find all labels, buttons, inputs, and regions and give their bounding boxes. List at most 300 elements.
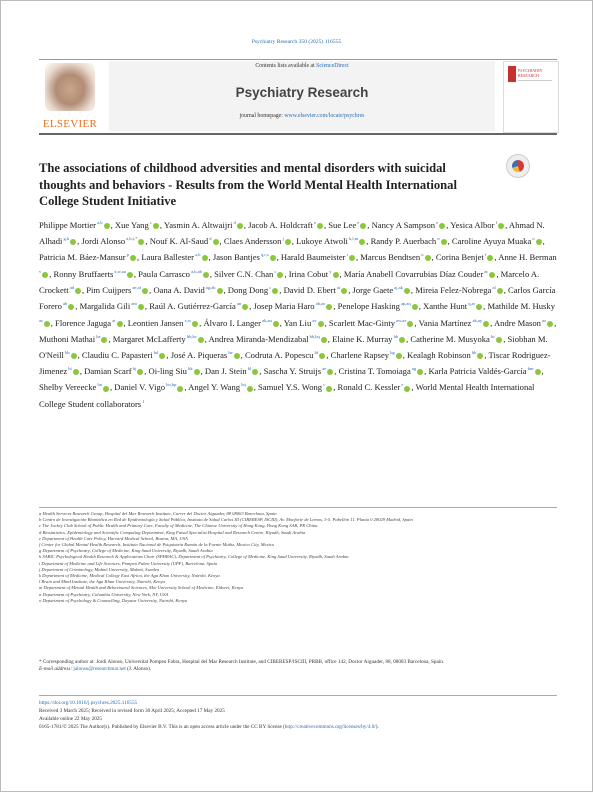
correspondence-note xyxy=(39,659,557,673)
author-affiliation-marks[interactable]: av xyxy=(311,318,317,324)
author-name[interactable]: Carlos García Forero xyxy=(39,285,556,312)
author-entry: Harald Baumeister $^t$ , xyxy=(280,251,361,262)
license-line xyxy=(39,723,557,731)
orcid-icon[interactable] xyxy=(138,239,144,245)
orcid-icon[interactable] xyxy=(319,353,325,359)
author-name[interactable]: Kealagh Robinson xyxy=(407,350,471,361)
orcid-icon[interactable] xyxy=(103,386,109,392)
author-name[interactable]: José A. Piqueras xyxy=(170,350,228,361)
author-name[interactable]: Caroline Ayuya Muaka xyxy=(451,235,532,246)
orcid-icon[interactable] xyxy=(496,337,502,343)
orcid-icon[interactable] xyxy=(439,223,445,229)
orcid-icon[interactable] xyxy=(177,386,183,392)
author-affiliation-marks[interactable]: an xyxy=(235,301,242,307)
author-name[interactable]: Philippe Mortier xyxy=(39,219,97,230)
author-entry: Randy P. Auerbach $^n$ , xyxy=(370,235,452,246)
author-name[interactable]: Vania Martínez xyxy=(418,318,472,329)
author-entry: Shelby Vereecke $^{bn}$ , xyxy=(39,382,115,393)
orcid-icon[interactable] xyxy=(489,272,495,278)
author-affiliation-marks[interactable]: u xyxy=(420,252,424,258)
orcid-icon[interactable] xyxy=(317,223,323,229)
author-entry: Jason Bantjes $^{q,r,s}$ , xyxy=(212,251,281,262)
orcid-icon[interactable] xyxy=(487,255,493,261)
orcid-icon[interactable] xyxy=(417,369,423,375)
orcid-icon[interactable] xyxy=(285,239,291,245)
author-entry: Margalida Gili $^{am}$ , xyxy=(79,301,150,312)
author-name[interactable]: Penelope Hasking xyxy=(337,301,400,312)
orcid-icon[interactable] xyxy=(399,337,405,343)
author-affiliation-marks[interactable]: f xyxy=(483,252,487,258)
orcid-icon[interactable] xyxy=(203,272,209,278)
author-name[interactable]: Daniel V. Vigo xyxy=(114,382,166,393)
author-affiliation-marks[interactable]: aj,ak xyxy=(393,285,403,291)
affiliation-item: c The Jockey Club School of Public Health and Primary Care, Faculty of Medicine, The Chinese University of Hong Kong, Hong Kong SAR, PR China xyxy=(39,523,318,529)
orcid-icon[interactable] xyxy=(71,353,77,359)
author-name[interactable]: Corina Benjet xyxy=(435,251,484,262)
author-entry: Florence Jaguga $^{at}$ , xyxy=(55,318,128,329)
author-entry: Elaine K. Murray $^{bb}$ , xyxy=(332,334,411,345)
author-name[interactable]: Ronny Bruffaerts xyxy=(53,269,114,280)
author-name[interactable]: Scarlett Mac-Ginty xyxy=(328,318,396,329)
author-name[interactable]: Claudiu C. Papasteri xyxy=(81,350,153,361)
orcid-icon[interactable] xyxy=(396,353,402,359)
author-affiliation-marks[interactable]: e xyxy=(435,220,439,225)
author-name[interactable]: Yesica Albor xyxy=(450,219,495,230)
author-affiliation-marks[interactable]: q,ar xyxy=(467,301,476,307)
orcid-icon[interactable] xyxy=(75,288,81,294)
orcid-icon[interactable] xyxy=(142,288,148,294)
orcid-icon[interactable] xyxy=(359,239,365,245)
orcid-icon[interactable] xyxy=(101,337,107,343)
author-name[interactable]: Andrea Miranda-Mendizabal xyxy=(208,334,309,345)
author-name[interactable]: Jorge Gaete xyxy=(352,285,394,296)
orcid-icon[interactable] xyxy=(547,321,553,327)
affiliation-item: h SABIC Psychological Health Research & Applications Chair (SPHRAC), Department of Psychiatry, College of Medicine, King Saud University, Riyadh, Saudi Arabia xyxy=(39,554,349,560)
author-entry: Josep Maria Haro $^{ab,ao}$ , xyxy=(253,301,338,312)
author-name[interactable]: Randy P. Auerbach xyxy=(370,235,437,246)
author-name[interactable]: María Anabell Covarrubias Díaz Couder xyxy=(343,269,484,280)
author-name[interactable]: Tiscar Rodriguez-Jimenez xyxy=(39,350,551,377)
author-name[interactable]: Lukoye Atwoli xyxy=(296,235,348,246)
author-name[interactable]: Xue Yang xyxy=(114,219,149,230)
journal-citation-link[interactable]: Psychiatry Research 350 (2025) 116555 xyxy=(251,39,342,45)
author-affiliation-marks[interactable]: c xyxy=(148,220,152,225)
orcid-icon[interactable] xyxy=(535,369,541,375)
author-name[interactable]: Jordi Alonso xyxy=(81,235,126,246)
email-link[interactable]: jalonso@researchmar.net xyxy=(73,666,126,673)
author-entry: Ronald C. Kessler $^e$ , xyxy=(337,382,416,393)
orcid-icon[interactable] xyxy=(270,255,276,261)
orcid-icon[interactable] xyxy=(327,369,333,375)
cover-rule xyxy=(518,80,552,81)
author-name[interactable]: Jacob A. Holdcraft xyxy=(248,219,313,230)
author-name[interactable]: Claes Andersson xyxy=(223,235,282,246)
author-affiliation-marks[interactable]: bd xyxy=(152,350,159,356)
author-affiliation-marks[interactable]: am xyxy=(130,301,137,307)
affiliation-list xyxy=(39,511,557,604)
author-name[interactable]: Damian Scarf xyxy=(84,366,132,377)
author-affiliation-marks[interactable]: be xyxy=(227,350,233,356)
homepage-line xyxy=(109,113,495,119)
orcid-icon[interactable] xyxy=(425,255,431,261)
orcid-icon[interactable] xyxy=(137,369,143,375)
affiliation-item: l Brain and Mind Institute, the Aga Khan University, Nairobi, Kenya xyxy=(39,579,165,585)
author-name[interactable]: Siobhan M. O'Neill xyxy=(39,334,548,361)
author-name[interactable]: Andre Mason xyxy=(493,318,541,329)
author-name[interactable]: Silver C.N. Chan xyxy=(214,269,274,280)
cover-band xyxy=(508,66,516,82)
orcid-icon[interactable] xyxy=(237,223,243,229)
author-entry: Sue Lee $^e$ , xyxy=(328,219,372,230)
author-name[interactable]: Dong Dong xyxy=(227,285,269,296)
author-name[interactable]: Samuel Y.S. Wong xyxy=(258,382,323,393)
author-affiliation-marks[interactable]: k,l,m xyxy=(347,236,359,242)
author-affiliation-marks[interactable]: f xyxy=(494,220,498,225)
author-entry: Andrea Miranda-Mendizabal $^{bb,bq}$ , xyxy=(208,334,333,345)
author-entry: Samuel Y.S. Wong $^c$ , xyxy=(258,382,338,393)
author-name[interactable]: Charlene Rapsey xyxy=(330,350,390,361)
author-entry: Marcelo A. Crockett $^{ad}$ , xyxy=(39,269,540,296)
elsevier-tree-icon xyxy=(45,63,95,111)
author-affiliation-marks[interactable]: ag,ah xyxy=(204,285,216,291)
author-name[interactable]: Mathilde M. Husky xyxy=(487,301,555,312)
author-entry: Dan J. Stein $^{bl}$ , xyxy=(204,366,264,377)
author-affiliation-marks[interactable]: bg xyxy=(389,350,395,356)
author-affiliation-marks[interactable]: bl xyxy=(246,366,252,372)
author-affiliation-marks[interactable]: e xyxy=(400,382,404,388)
homepage-link[interactable]: www.elsevier.com/locate/psychres xyxy=(284,113,365,119)
author-name[interactable]: Elaine K. Murray xyxy=(332,334,393,345)
orcid-icon[interactable] xyxy=(404,386,410,392)
author-entry: Muthoni Mathai $^{ba}$ , xyxy=(39,334,113,345)
orcid-icon[interactable] xyxy=(326,304,332,310)
author-name[interactable]: Ronald C. Kessler xyxy=(337,382,401,393)
author-affiliation-marks[interactable]: a,b xyxy=(96,220,103,225)
orcid-icon[interactable] xyxy=(407,321,413,327)
author-entry: Margaret McLafferty $^{bb,bc}$ , xyxy=(112,334,209,345)
orcid-icon[interactable] xyxy=(341,288,347,294)
author-affiliation-marks[interactable]: ae xyxy=(321,366,327,372)
author-name[interactable]: Codruta A. Popescu xyxy=(244,350,314,361)
author-entry: David D. Ebert $^{ai}$ , xyxy=(283,285,353,296)
author-name[interactable]: Xanthe Hunt xyxy=(422,301,468,312)
author-name[interactable]: Cristina T. Tomoiaga xyxy=(338,366,411,377)
author-affiliation-marks[interactable]: g,h xyxy=(62,236,70,242)
contents-label: Contents lists available at xyxy=(255,63,317,69)
author-affiliation-marks[interactable]: q,r,s xyxy=(259,252,269,258)
orcid-icon[interactable] xyxy=(198,337,204,343)
author-affiliation-marks[interactable]: bn xyxy=(96,382,102,388)
author-affiliation-marks[interactable]: ad xyxy=(68,285,74,291)
author-entry: Claes Andersson $^j$ , xyxy=(223,235,297,246)
author-affiliation-marks[interactable]: e xyxy=(356,220,360,225)
online-date: Available online 22 May 2025 xyxy=(39,716,103,722)
orcid-icon[interactable] xyxy=(349,255,355,261)
affiliation-item: n Department of Psychiatry, Columbia University, New York, NY, USA xyxy=(39,591,169,597)
article-title: The associations of childhood adversities and mental disorders with suicidal thoughts and behaviors - Results from the World Mental Health International College Student Initiative xyxy=(39,161,457,209)
affiliation-item: a Health Services Research Group, Hospital del Mar Research Institute, Carrer del Doctor Aiguader, 88 08003 Barcelona, Spain xyxy=(39,511,277,516)
author-entry: Pim Cuijpers $^{ae,af}$ , xyxy=(86,285,154,296)
author-entry: Siobhan M. O'Neill $^{bb}$ , xyxy=(39,334,548,361)
author-affiliation-marks[interactable]: j xyxy=(281,236,284,242)
author-entry: Charlene Rapsey $^{bg}$ , xyxy=(330,350,408,361)
orcid-icon[interactable] xyxy=(202,255,208,261)
author-name[interactable]: Margalida Gili xyxy=(79,301,131,312)
email-label: E-mail address: xyxy=(39,666,74,673)
author-name[interactable]: World Mental Health International College Student collaborators xyxy=(39,382,535,409)
orcid-icon[interactable] xyxy=(192,321,198,327)
author-entry: Anne H. Berman $^v$ , xyxy=(39,251,557,280)
check-for-updates-icon[interactable] xyxy=(506,154,530,178)
author-name[interactable]: Shelby Vereecke xyxy=(39,382,97,393)
author-affiliation-marks[interactable]: a,b,ab xyxy=(189,269,202,275)
author-entry: Leontien Jansen $^{x,w}$ , xyxy=(127,318,204,329)
author-entry: Yasmin A. Altwaijri $^d$ , xyxy=(163,219,249,230)
orcid-icon[interactable] xyxy=(68,304,74,310)
orcid-icon[interactable] xyxy=(242,304,248,310)
author-affiliation-marks[interactable]: at xyxy=(111,318,116,324)
author-name[interactable]: Harald Baumeister xyxy=(280,251,346,262)
author-entry: Nouf K. Al-Saud $^d$ , xyxy=(149,235,224,246)
author-affiliation-marks[interactable]: ab,ao xyxy=(314,301,326,307)
author-entry: Andre Mason $^{az}$ , xyxy=(493,318,557,329)
author-affiliation-marks[interactable]: bf xyxy=(313,350,319,356)
author-name[interactable]: Yan Liu xyxy=(283,318,312,329)
orcid-icon[interactable] xyxy=(318,321,324,327)
orcid-icon[interactable] xyxy=(360,223,366,229)
author-entry: Oi-ling Siu $^{bk}$ , xyxy=(148,366,205,377)
author-name[interactable]: Paula Carrasco xyxy=(138,269,190,280)
author-entry: Angel Y. Wang $^{bq}$ , xyxy=(188,382,258,393)
author-name[interactable]: Pim Cuijpers xyxy=(86,285,132,296)
author-affiliation-marks[interactable]: x,w,aa xyxy=(113,269,126,275)
author-affiliation-marks[interactable]: bk xyxy=(186,366,193,372)
author-name[interactable]: Muthoni Mathai xyxy=(39,334,96,345)
author-name[interactable]: Sue Lee xyxy=(328,219,357,230)
author-name[interactable]: Nancy A Sampson xyxy=(371,219,436,230)
author-name[interactable]: Yasmin A. Altwaijri xyxy=(163,219,233,230)
author-name[interactable]: Leontien Jansen xyxy=(127,318,184,329)
orcid-icon[interactable] xyxy=(70,239,76,245)
author-entry: Carlos García Forero $^{ab}$ , xyxy=(39,285,556,312)
author-affiliation-marks[interactable]: az xyxy=(540,318,547,324)
author-name[interactable]: Sascha Y. Struijs xyxy=(263,366,322,377)
author-entry: Xanthe Hunt $^{q,ar}$ , xyxy=(422,301,488,312)
author-affiliation-marks[interactable]: x,w xyxy=(183,318,192,324)
author-name[interactable]: Mireia Felez-Nobrega xyxy=(415,285,492,296)
orcid-icon[interactable] xyxy=(117,321,123,327)
author-name[interactable]: Ahmad N. Alhadi xyxy=(39,219,545,246)
license-link[interactable]: http://creativecommons.org/licenses/by/4.0/ xyxy=(284,724,376,730)
author-entry: Raúl A. Gutiérrez-García $^{an}$ , xyxy=(149,301,254,312)
orcid-icon[interactable] xyxy=(44,321,50,327)
author-affiliation-marks[interactable]: bi xyxy=(67,366,72,372)
homepage-label: journal homepage: xyxy=(239,113,285,119)
author-affiliation-marks[interactable]: ak,ay xyxy=(471,318,483,324)
author-affiliation-marks[interactable]: c xyxy=(273,269,277,275)
author-affiliation-marks[interactable]: bc xyxy=(489,334,496,340)
orcid-icon[interactable] xyxy=(153,223,159,229)
author-affiliation-marks[interactable]: ag xyxy=(410,366,417,372)
author-name[interactable]: Irina Cobut xyxy=(288,269,329,280)
author-affiliation-marks[interactable]: bh xyxy=(470,350,477,356)
author-affiliation-marks[interactable]: ap,aq xyxy=(399,301,411,307)
corresponding-text: Jordi Alonso, Universitat Pompeu Fabra, Hospital del Mar Research Institute, and CIBERESP/ISCIII, PRBB, office 142, Doctor Aiguader, 88, 08003 Barcelona, Spain. xyxy=(96,659,445,665)
orcid-icon[interactable] xyxy=(498,223,504,229)
author-affiliation-marks[interactable]: t xyxy=(345,252,348,258)
orcid-icon[interactable] xyxy=(217,288,223,294)
author-name[interactable]: Karla Patricia Valdés-García xyxy=(428,366,527,377)
author-affiliation-marks[interactable]: v xyxy=(39,269,42,275)
orcid-icon[interactable] xyxy=(326,386,332,392)
author-affiliation-marks[interactable]: a,b,i,* xyxy=(125,236,138,242)
orcid-icon[interactable] xyxy=(412,304,418,310)
author-entry: Mathilde M. Husky $^{as}$ , xyxy=(39,301,555,329)
author-affiliation-marks[interactable]: d xyxy=(208,236,212,242)
author-entry: Oana A. David $^{ag,ah}$ , xyxy=(153,285,228,296)
author-name[interactable]: Catherine M. Musyoka xyxy=(410,334,490,345)
author-name[interactable]: Dan J. Stein xyxy=(204,366,247,377)
author-affiliation-marks[interactable]: a,b xyxy=(194,252,201,258)
received-dates: Received 3 March 2025; Received in revised form 30 April 2025; Accepted 17 May 2025 xyxy=(39,708,225,714)
affiliation-item: f Center for Global Mental Health Research, Instituto Nacional de Psiquiatría Ramón de la Fuente Muñiz, Mexico City, Mexico xyxy=(39,542,275,548)
author-affiliation-marks[interactable]: bb xyxy=(63,350,70,356)
author-affiliation-marks[interactable]: ai xyxy=(335,285,341,291)
orcid-icon[interactable] xyxy=(138,304,144,310)
affiliation-item: g Department of Psychiatry, College of Medicine, King Saud University, Riyadh, Saudi Arabia xyxy=(39,548,213,554)
journal-cover-thumbnail[interactable] xyxy=(503,61,559,133)
author-name[interactable]: Florence Jaguga xyxy=(55,318,112,329)
author-name[interactable]: Patricia M. Báez-Mansur xyxy=(39,251,126,262)
elsevier-logo[interactable] xyxy=(39,61,101,131)
author-affiliation-marks[interactable]: bb xyxy=(392,334,399,340)
orcid-icon[interactable] xyxy=(194,369,200,375)
author-affiliation-marks[interactable]: ak,au xyxy=(260,318,272,324)
sciencedirect-link[interactable]: ScienceDirect xyxy=(316,63,349,69)
author-entry: Catherine M. Musyoka $^{bc}$ , xyxy=(410,334,508,345)
author-affiliation-marks[interactable]: c xyxy=(322,382,326,388)
author-affiliation-marks[interactable]: bq xyxy=(240,382,246,388)
author-affiliation-marks[interactable]: bb,bq xyxy=(308,334,320,340)
author-affiliation-marks[interactable]: as xyxy=(39,318,43,324)
author-name[interactable]: Oi-ling Siu xyxy=(148,366,187,377)
affiliation-item: m Department of Mental Health and Behavioural Sciences, Moi University School of Medicine, Eldoret, Kenya xyxy=(39,585,244,591)
author-name[interactable]: Marcelo A. Crockett xyxy=(39,269,540,296)
affiliation-item: d Biostatistics, Epidemiology and Scientific Computing Department, King Faisal Specialist Hospital and Research Centre, Riyadh, Saudi Arabia xyxy=(39,529,306,535)
author-affiliation-marks[interactable]: ae,af xyxy=(131,285,142,291)
orcid-icon[interactable] xyxy=(333,272,339,278)
author-entry: Silver C.N. Chan $^c$ , xyxy=(214,269,289,280)
author-affiliation-marks[interactable]: y xyxy=(328,269,332,275)
orcid-icon[interactable] xyxy=(483,321,489,327)
author-name[interactable]: Jason Bantjes xyxy=(212,251,260,262)
author-entry: Lukoye Atwoli $^{k,l,m}$ , xyxy=(296,235,371,246)
author-name[interactable]: Laura Ballester xyxy=(141,251,195,262)
author-name[interactable]: Raúl A. Gutiérrez-García xyxy=(149,301,236,312)
affiliation-item: k Department of Medicine, Medical College East Africa, the Aga Khan University, Nairobi, Kenya xyxy=(39,573,220,579)
author-affiliation-marks[interactable]: n xyxy=(436,236,440,242)
license-end: ). xyxy=(375,724,379,730)
author-affiliation-marks[interactable]: d xyxy=(232,220,236,225)
article-info xyxy=(39,699,557,731)
author-name[interactable]: Josep Maria Haro xyxy=(253,301,315,312)
affiliation-item: o Department of Psychology & Counselling, Daystar University, Nairobi, Kenya xyxy=(39,597,188,603)
doi-link[interactable]: https://doi.org/10.1016/j.psychres.2025.116555 xyxy=(39,700,138,706)
orcid-icon[interactable] xyxy=(497,288,503,294)
author-affiliation-marks[interactable]: bo,bp xyxy=(165,382,177,388)
author-affiliation-marks[interactable]: o xyxy=(531,236,535,242)
orcid-icon[interactable] xyxy=(130,255,136,261)
author-affiliation-marks[interactable]: 1 xyxy=(141,398,145,404)
orcid-icon[interactable] xyxy=(234,353,240,359)
orcid-icon[interactable] xyxy=(104,223,110,229)
author-entry: Tiscar Rodriguez-Jimenez $^{bi}$ , xyxy=(39,350,551,377)
orcid-icon[interactable] xyxy=(73,369,79,375)
email-line xyxy=(39,666,557,673)
author-entry: Caroline Ayuya Muaka $^o$ , xyxy=(451,235,545,246)
author-name[interactable]: Angel Y. Wang xyxy=(188,382,241,393)
cover-title: PSYCHIATRY RESEARCH xyxy=(518,68,543,78)
orcid-icon[interactable] xyxy=(213,239,219,245)
author-name[interactable]: Marcus Bendtsen xyxy=(360,251,421,262)
author-affiliation-marks[interactable]: ba xyxy=(95,334,101,340)
author-entry: Jacob A. Holdcraft $^e$ , xyxy=(248,219,329,230)
orcid-icon[interactable] xyxy=(321,337,327,343)
orcid-icon[interactable] xyxy=(441,239,447,245)
author-name[interactable]: Nouf K. Al-Saud xyxy=(149,235,209,246)
author-affiliation-marks[interactable]: bb,bc xyxy=(185,334,197,340)
author-entry: Kealagh Robinson $^{bh}$ , xyxy=(407,350,489,361)
author-affiliation-marks[interactable]: e xyxy=(312,220,316,225)
author-entry: Nancy A Sampson $^e$ , xyxy=(371,219,451,230)
orcid-icon[interactable] xyxy=(272,288,278,294)
author-name[interactable]: David D. Ebert xyxy=(283,285,336,296)
author-affiliation-marks[interactable]: ac xyxy=(483,269,489,275)
orcid-icon[interactable] xyxy=(127,272,133,278)
orcid-icon[interactable] xyxy=(247,386,253,392)
author-affiliation-marks[interactable]: bj xyxy=(131,366,137,372)
author-affiliation-marks[interactable]: aw,ax xyxy=(395,318,407,324)
journal-title[interactable]: Psychiatry Research xyxy=(235,85,369,100)
orcid-icon[interactable] xyxy=(476,304,482,310)
orcid-icon[interactable] xyxy=(404,288,410,294)
author-entry: José A. Piqueras $^{be}$ , xyxy=(170,350,245,361)
author-name[interactable]: Anne H. Berman xyxy=(498,251,557,262)
author-affiliation-marks[interactable]: ab xyxy=(61,301,68,307)
author-entry: Corina Benjet $^f$ , xyxy=(435,251,499,262)
author-name[interactable]: Oana A. David xyxy=(153,285,205,296)
author-entry: Cristina T. Tomoiaga $^{ag}$ , xyxy=(338,366,429,377)
author-entry: Damian Scarf $^{bj}$ , xyxy=(84,366,149,377)
orcid-icon[interactable] xyxy=(477,353,483,359)
author-affiliation-marks[interactable]: al xyxy=(491,285,496,291)
orcid-icon[interactable] xyxy=(273,321,279,327)
author-entry: Penelope Hasking $^{ap,aq}$ , xyxy=(337,301,423,312)
orcid-icon[interactable] xyxy=(536,239,542,245)
author-entry: Scarlett Mac-Ginty $^{aw,ax}$ , xyxy=(328,318,419,329)
author-affiliation-marks[interactable]: bm xyxy=(526,366,534,372)
author-affiliation-marks[interactable]: p xyxy=(125,252,130,258)
author-affiliation-marks[interactable]: c xyxy=(268,285,272,291)
orcid-icon[interactable] xyxy=(159,353,165,359)
orcid-icon[interactable] xyxy=(277,272,283,278)
orcid-icon[interactable] xyxy=(252,369,258,375)
author-entry: Philippe Mortier $^{a,b}$ , xyxy=(39,219,115,230)
author-name[interactable]: Margaret McLafferty xyxy=(112,334,186,345)
author-name[interactable]: Álvaro I. Langer xyxy=(203,318,261,329)
orcid-icon[interactable] xyxy=(42,272,48,278)
author-entry: Yan Liu $^{av}$ , xyxy=(283,318,329,329)
